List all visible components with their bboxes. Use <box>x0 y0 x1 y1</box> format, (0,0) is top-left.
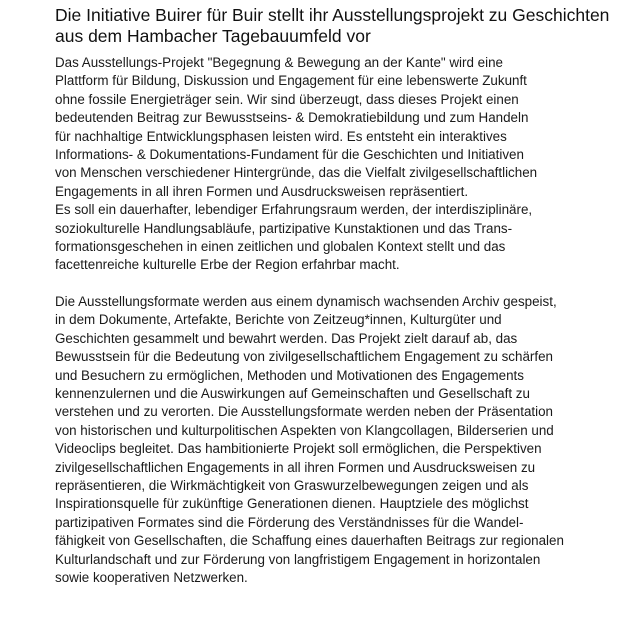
text-line: und Besuchern zu ermöglichen, Methoden und Motivationen des Engagements <box>55 367 524 383</box>
text-line: zivilgesellschaftlichen Engagements in all ihren Formen und Ausdrucksweisen zu <box>55 459 536 475</box>
text-line: Geschichten gesammelt und bewahrt werden. Das Projekt zielt darauf ab, das <box>55 330 518 346</box>
text-line: partizipativen Formates sind die Förderung des Verständnisses für die Wandel- <box>55 514 524 530</box>
paragraph-2 <box>55 293 640 588</box>
article-body <box>55 54 640 587</box>
text-line: Bewusstsein für die Bedeutung von zivilgesellschaftlichem Engagement zu schärfen <box>55 349 553 365</box>
text-line: für nachhaltige Entwicklungsphasen leisten wird. Es entsteht ein interaktives <box>55 128 507 144</box>
text-line: repräsentieren, die Wirkmächtigkeit von Graswurzelbewegungen zeigen und als <box>55 477 529 493</box>
text-line: Plattform für Bildung, Diskussion und Engagement für eine lebenswerte Zukunft <box>55 73 527 89</box>
text-line: sowie kooperativen Netzwerken. <box>55 569 248 585</box>
paragraph-spacer <box>55 275 640 293</box>
text-line: Engagements in all ihren Formen und Ausdrucksweisen repräsentiert. <box>55 183 469 199</box>
text-line: fähigkeit von Gesellschaften, die Schaffung eines dauerhaften Beitrags zur regionalen <box>55 533 564 549</box>
article-title <box>55 5 640 47</box>
text-line: bedeutenden Beitrag zur Bewusstseins- & Demokratiebildung und zum Handeln <box>55 110 529 126</box>
text-line: Es soll ein dauerhafter, lebendiger Erfahrungsraum werden, der interdisziplinäre, <box>55 202 533 218</box>
text-line: Videoclips begleitet. Das hambitionierte Projekt soll ermöglichen, die Perspektiven <box>55 441 542 457</box>
text-line: in dem Dokumente, Artefakte, Berichte von Zeitzeug*innen, Kulturgüter und <box>55 312 502 328</box>
text-line: von historischen und kulturpolitischen Aspekten von Klangcollagen, Bilderserien und <box>55 422 554 438</box>
text-line: Informations- & Dokumentations-Fundament für die Geschichten und Initiativen <box>55 147 524 163</box>
text-line: von Menschen verschiedener Hintergründe, das die Vielfalt zivilgesellschaftlichen <box>55 165 538 181</box>
text-line: ohne fossile Energieträger sein. Wir sind überzeugt, dass dieses Projekt einen <box>55 91 519 107</box>
text-line: Inspirationsquelle für zukünftige Generationen dienen. Hauptziele des möglichst <box>55 496 529 512</box>
text-line: facettenreiche kulturelle Erbe der Region erfahrbar macht. <box>55 257 400 273</box>
text-line: kennenzulernen und die Auswirkungen auf Gemeinschaften und Gesellschaft zu <box>55 385 530 401</box>
text-line: Kulturlandschaft und zur Förderung von langfristigem Engagement in horizontalen <box>55 551 541 567</box>
text-line: Die Ausstellungsformate werden aus einem dynamisch wachsenden Archiv gespeist, <box>55 293 557 309</box>
title-line: Die Initiative Buirer für Buir stellt ihr Ausstellungsprojekt zu Geschichten <box>55 5 610 25</box>
text-line: formationsgeschehen in einen zeitlichen und globalen Kontext stellt und das <box>55 239 506 255</box>
paragraph-1 <box>55 54 640 275</box>
text-line: soziokulturelle Handlungsabläufe, partizipative Kunstaktionen und das Trans- <box>55 220 513 236</box>
text-line: Das Ausstellungs-Projekt "Begegnung & Bewegung an der Kante" wird eine <box>55 55 503 70</box>
title-line: aus dem Hambacher Tagebauumfeld vor <box>55 26 371 46</box>
text-line: verstehen und zu verorten. Die Ausstellungsformate werden neben der Präsentation <box>55 404 553 420</box>
